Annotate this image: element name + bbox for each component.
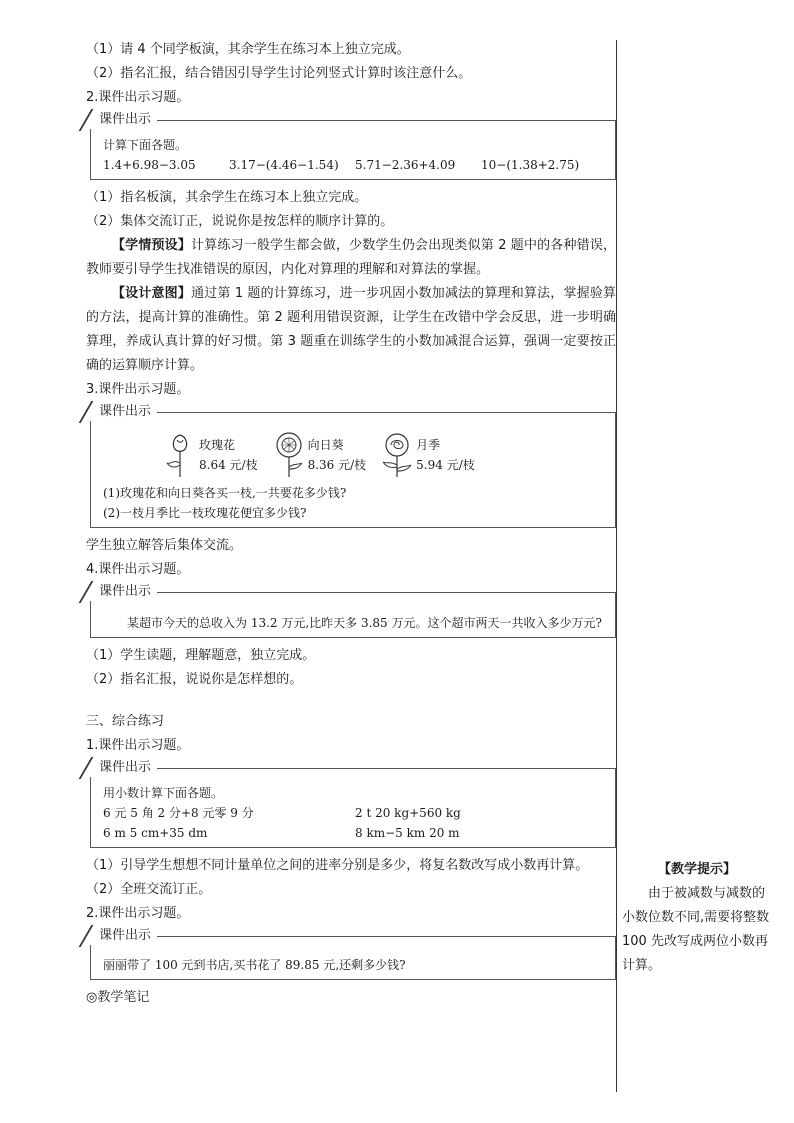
flower-name: 向日葵 (307, 438, 344, 452)
box-instruction: 用小数计算下面各题。 (103, 786, 224, 800)
flower-name: 玫瑰花 (199, 438, 236, 452)
courseware-tag: 课件出示 (89, 759, 157, 777)
courseware-box-2 (90, 404, 616, 528)
step-line: 1.课件出示习题。 (86, 738, 190, 753)
step-line: （1）请 4 个同学板演，其余学生在练习本上独立完成。 (86, 42, 410, 57)
word-problem: 某超市今天的总收入为 13.2 万元,比昨天多 3.85 万元。这个超市两天一共收入多少万元? (127, 616, 602, 630)
step-line: （2）指名汇报，说说你是怎样想的。 (86, 672, 303, 687)
learning-prediction-text: 计算练习一般学生都会做，少数学生仍会出现类似第 2 题中的各种错误，教师要引导学生找准错误的原因，内化对算理的理解和对算法的掌握。 (86, 238, 616, 277)
flower-price-row (103, 431, 607, 479)
design-intent (86, 282, 616, 378)
teaching-tip-title: 【教学提示】 (657, 862, 736, 877)
learning-prediction-head: 【学情预设】 (112, 238, 192, 253)
step-line: 4.课件出示习题。 (86, 562, 190, 577)
exercise-item: 3.17−(4.46−1.54) (229, 158, 339, 172)
courseware-tag: 课件出示 (89, 111, 157, 129)
flower-price: 5.94 元/枝 (416, 458, 475, 472)
flower-name: 月季 (416, 438, 441, 452)
step-line: 3.课件出示习题。 (86, 382, 190, 397)
rose-icon (163, 431, 197, 479)
flower-item-chinese-rose (380, 431, 475, 479)
courseware-tag: 课件出示 (89, 583, 157, 601)
step-line: （2）全班交流订正。 (86, 882, 212, 897)
flower-item-sunflower (272, 431, 367, 479)
step-line: （2）集体交流订正，说说你是按怎样的顺序计算的。 (86, 214, 394, 229)
section-title: 三、综合练习 (86, 714, 165, 729)
flower-price: 8.64 元/枝 (199, 458, 258, 472)
courseware-tag: 课件出示 (89, 927, 157, 945)
exercise-item: 10−(1.38+2.75) (481, 158, 580, 172)
word-problem: 丽丽带了 100 元到书店,买书花了 89.85 元,还剩多少钱? (103, 958, 406, 972)
exercise-row (103, 155, 607, 175)
courseware-box-4 (90, 760, 616, 848)
step-line: （1）指名板演，其余学生在练习本上独立完成。 (86, 190, 368, 205)
exercise-item: 8 km−5 km 20 m (355, 826, 460, 840)
sunflower-icon (272, 431, 306, 479)
exercise-item: 6 m 5 cm+35 dm (103, 826, 208, 840)
courseware-box-1 (90, 112, 616, 180)
step-line: 学生独立解答后集体交流。 (86, 538, 243, 553)
courseware-tag: 课件出示 (89, 403, 157, 421)
flower-item-rose (163, 431, 258, 479)
courseware-box-3 (90, 584, 616, 638)
step-line: 2.课件出示习题。 (86, 906, 190, 921)
teaching-tip-sidebar (622, 858, 772, 978)
design-intent-head: 【设计意图】 (112, 286, 192, 301)
design-intent-text: 通过第 1 题的计算练习，进一步巩固小数加减法的算理和算法，掌握验算的方法，提高计算的准确性。第 2 题利用错误资源，让学生在改错中学会反思，进一步明确算理，养成认真计算的好习惯。第 3 题重在训练学生的小数加减混合运算，强调一定要按正确的运算顺序计算。 (86, 286, 616, 373)
learning-prediction (86, 234, 616, 282)
chinese-rose-icon (380, 431, 414, 479)
courseware-box-5 (90, 928, 616, 980)
step-line: （2）指名汇报，结合错因引导学生讨论列竖式计算时该注意什么。 (86, 66, 472, 81)
box-instruction: 计算下面各题。 (103, 138, 188, 152)
exercise-item: 2 t 20 kg+560 kg (355, 806, 461, 820)
lesson-content (86, 38, 616, 1010)
exercise-row (103, 823, 607, 843)
teaching-tip-text: 由于被减数与减数的小数位数不同,需要将整数 100 先改写成两位小数再计算。 (622, 886, 770, 973)
step-line: 2.课件出示习题。 (86, 90, 190, 105)
exercise-item: 5.71−2.36+4.09 (355, 158, 456, 172)
question-1: (1)玫瑰花和向日葵各买一枝,一共要花多少钱? (103, 486, 347, 500)
teaching-notes-label: ◎教学笔记 (86, 990, 150, 1005)
exercise-item: 1.4+6.98−3.05 (103, 158, 196, 172)
step-line: （1）引导学生想想不同计量单位之间的进率分别是多少，将复名数改写成小数再计算。 (86, 858, 589, 873)
column-divider (616, 40, 617, 1092)
step-line: （1）学生读题，理解题意，独立完成。 (86, 648, 316, 663)
question-2: (2)一枝月季比一枝玫瑰花便宜多少钱? (103, 506, 307, 520)
exercise-item: 6 元 5 角 2 分+8 元零 9 分 (103, 806, 254, 820)
exercise-row (103, 803, 607, 823)
flower-price: 8.36 元/枝 (307, 458, 367, 472)
